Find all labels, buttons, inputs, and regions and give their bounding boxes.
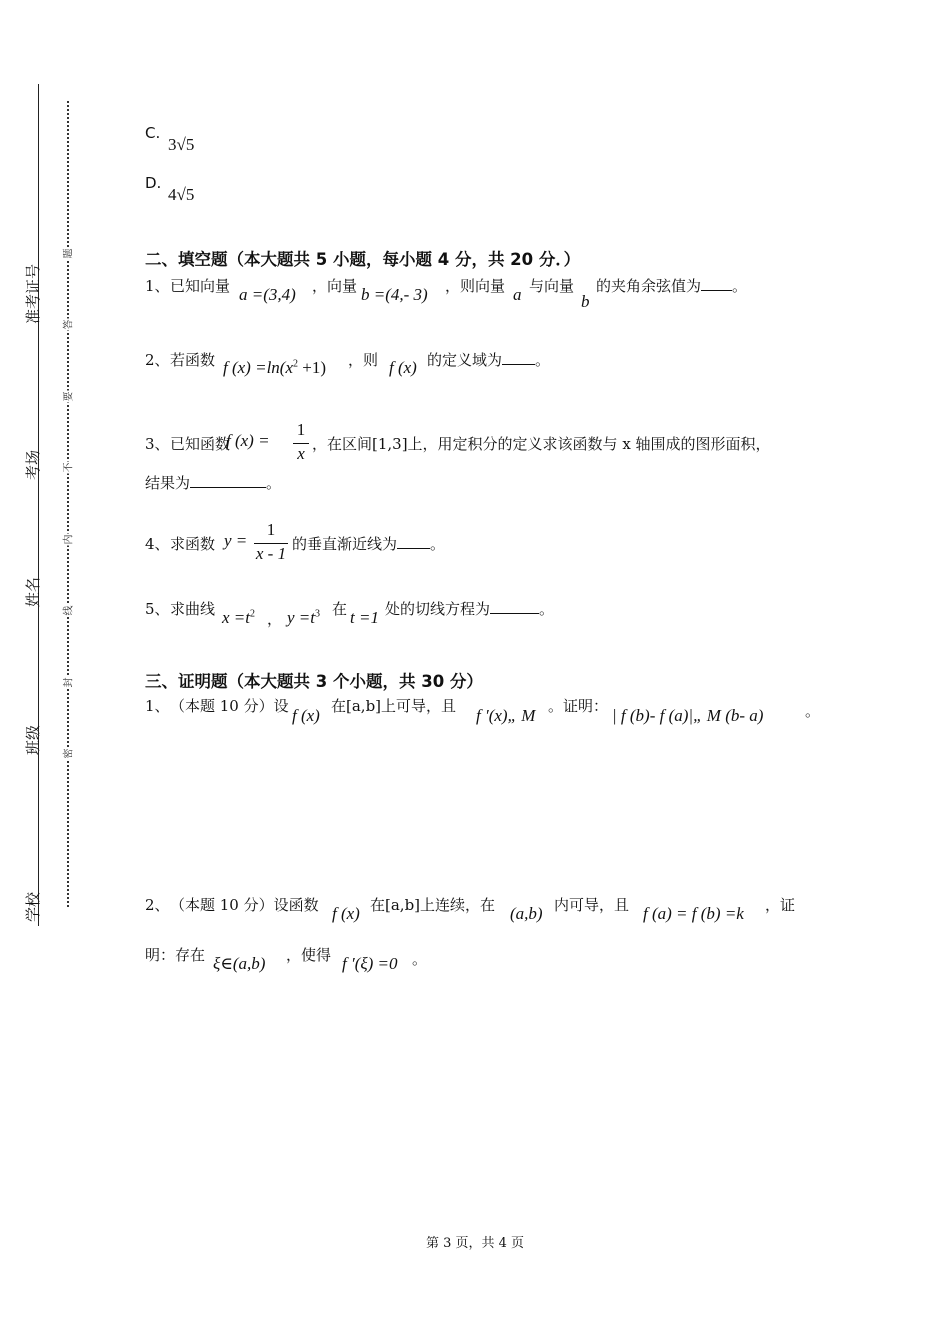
s2-q5-x-eq: $x =t^2$ <box>222 608 255 627</box>
s2-q5-y-eq: $y =t^3$ <box>287 608 320 627</box>
seal-mark: 密 <box>60 748 75 760</box>
s3-q1-end: 。 <box>805 702 821 720</box>
seal-mark: 答 <box>60 319 75 331</box>
answer-blank[interactable] <box>190 473 266 488</box>
s2-q1-text: 的夹角余弦值为 。 <box>596 277 748 295</box>
s2-q2-text: 若函数 <box>170 351 216 369</box>
s2-q5-comma: ， <box>267 610 283 628</box>
s2-q5-text: 处的切线方程为 。 <box>385 600 555 618</box>
s3-q1-text: 。证明： <box>548 697 609 715</box>
s2-q2-number: 2、 <box>145 351 170 369</box>
seal-mark: 线 <box>60 605 75 617</box>
s2-q1-text: 与向量 <box>529 277 575 295</box>
s2-q4-y: y = <box>224 531 248 550</box>
s2-q2-text: 的定义域为 。 <box>427 351 551 369</box>
option-c-value: 3√5 <box>168 135 195 154</box>
s2-q1-text: ，向量 <box>312 277 358 295</box>
seal-mark: 内 <box>60 534 75 546</box>
answer-blank[interactable] <box>502 350 535 365</box>
s2-q4-text: 的垂直渐近线为 。 <box>292 535 446 553</box>
section2-title: 二、填空题（本大题共 5 小题，每小题 4 分，共 20 分．） <box>145 250 581 269</box>
label-school: 学校 <box>24 891 42 922</box>
s2-q1-a: a <box>513 285 522 304</box>
s2-q1-text: 已知向量 <box>170 277 231 295</box>
s3-q2-text: ，使得 <box>286 946 332 964</box>
binding-solid-line <box>38 84 39 926</box>
s2-q4-fraction: 1 x - 1 <box>255 520 287 563</box>
s2-q3-number: 3、 <box>145 435 170 453</box>
binding-dotted-line <box>67 101 69 907</box>
s3-q2-text: 明：存在 <box>145 946 206 964</box>
answer-blank[interactable] <box>701 276 732 291</box>
option-d-label: D. <box>145 174 162 192</box>
label-class: 班级 <box>24 724 42 755</box>
s2-q2-function: f $(x) =\ln(x^2 +1)$ <box>223 358 326 377</box>
s2-q3-text: 已知函数 <box>170 435 231 453</box>
answer-blank[interactable] <box>397 534 430 549</box>
s3-q1-fx: f (x) <box>292 706 320 725</box>
label-exam-room: 考场 <box>24 449 42 480</box>
s3-q2-condition: f (a) = f (b) =k <box>643 904 744 923</box>
s2-q5-text: 求曲线 <box>170 600 216 618</box>
label-exam-id: 准考证号 <box>24 263 42 324</box>
s3-q2-xi: ξ∈(a,b) <box>213 954 266 973</box>
seal-mark: 不 <box>60 462 75 474</box>
s3-q1-number: 1、 <box>145 697 170 715</box>
s2-q1-text: ，则向量 <box>445 277 506 295</box>
section3-title: 三、证明题（本大题共 3 个小题，共 30 分） <box>145 672 483 691</box>
s3-q1-text: 在[a,b]上可导，且 <box>331 697 457 715</box>
s2-q3-fx: f (x) = <box>226 431 270 450</box>
page-number: 第 3 页，共 4 页 <box>425 1236 525 1251</box>
s3-q1-claim: | f (b)- f (a)|„ M (b- a) <box>612 706 764 725</box>
s2-q5-t-eq: t =1 <box>350 608 379 627</box>
s2-q2-fx: f (x) <box>389 358 417 377</box>
s3-q2-end: 。 <box>412 950 428 968</box>
s3-q2-text: 内可导，且 <box>554 896 630 914</box>
s2-q1-b: b <box>581 292 590 311</box>
s3-q2-fx: f (x) <box>332 904 360 923</box>
answer-blank[interactable] <box>490 599 539 614</box>
s2-q5-text: 在 <box>332 600 348 618</box>
s3-q2-text: ，证 <box>765 896 796 914</box>
s3-q1-condition: f ′(x)„ M <box>476 706 536 725</box>
s2-q3-text: ，在区间[1,3]上，用定积分的定义求该函数与 x 轴围成的图形面积， <box>312 435 771 453</box>
s2-q1-vector-b: b =(4,- 3) <box>361 285 428 304</box>
s2-q3-fraction: 1 x <box>292 420 310 468</box>
option-d-value: 4√5 <box>168 185 195 204</box>
s2-q5-number: 5、 <box>145 600 170 618</box>
s3-q1-text: （本题 10 分）设 <box>170 697 289 715</box>
s3-q2-text: 在[a,b]上连续，在 <box>370 896 496 914</box>
s2-q4-number: 4、 <box>145 535 170 553</box>
s3-q2-number: 2、 <box>145 896 170 914</box>
s2-q1-number: 1、 <box>145 277 170 295</box>
label-name: 姓名 <box>24 576 42 607</box>
seal-mark: 题 <box>60 248 75 260</box>
s2-q4-text: 求函数 <box>170 535 216 553</box>
s3-q2-conclusion: f ′(ξ) =0 <box>342 954 398 973</box>
option-c-label: C. <box>145 124 161 142</box>
s3-q2-interval: (a,b) <box>510 904 543 923</box>
s2-q2-text: ，则 <box>348 351 379 369</box>
s3-q2-text: （本题 10 分）设函数 <box>170 896 319 914</box>
s2-q3-text: 结果为 。 <box>145 474 282 492</box>
seal-mark: 封 <box>60 677 75 689</box>
s2-q1-vector-a: a =(3,4) <box>239 285 296 304</box>
seal-mark: 要 <box>60 391 75 403</box>
